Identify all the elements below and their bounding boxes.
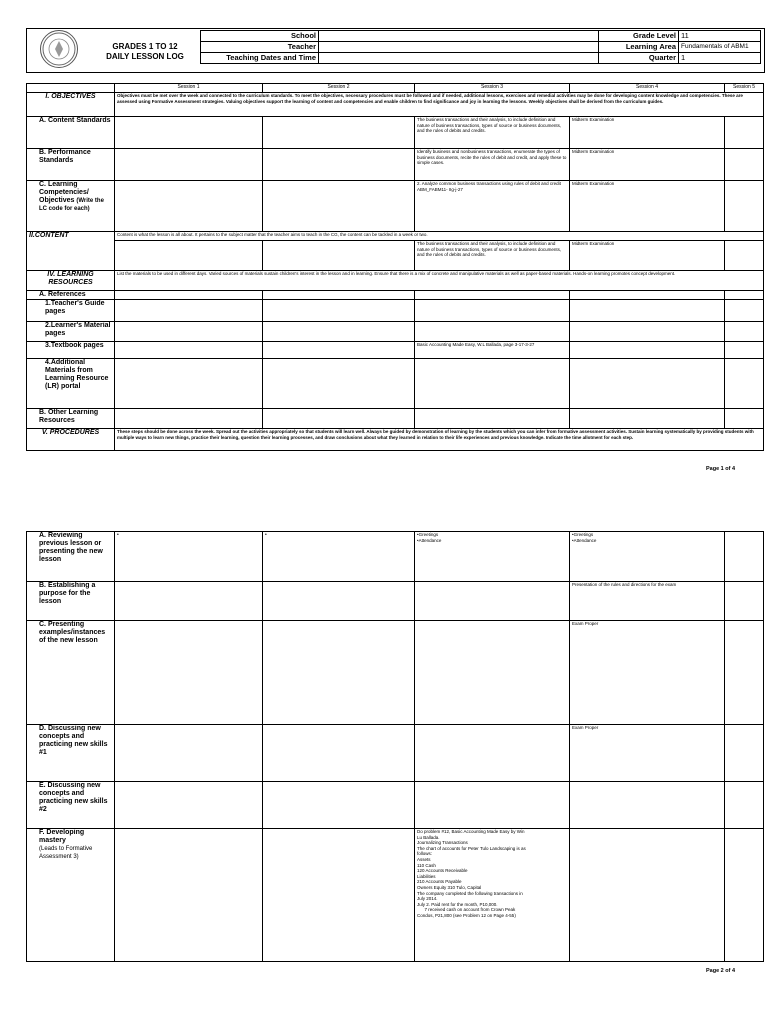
textbook-label: 3.Textbook pages: [27, 342, 115, 359]
reviewing-s4-attendance: •Attendance: [572, 537, 597, 543]
other-resources-s4[interactable]: [570, 409, 725, 429]
content-s3[interactable]: The business transactions and their analysis, to include definition and nature of business transactions, types of source or business documents, and the rules of debits and credits.: [415, 241, 570, 271]
mastery-s3-line: 210 Accounts Payable: [417, 879, 462, 885]
competencies-s5[interactable]: [725, 181, 764, 232]
purpose-label: B. Establishing a purpose for the lesson: [27, 582, 115, 621]
teachers-guide-s1[interactable]: [115, 300, 263, 322]
deped-seal-icon: [40, 30, 78, 68]
additional-materials-s1[interactable]: [115, 359, 263, 409]
performance-standards-label: B. Performance Standards: [27, 149, 115, 181]
performance-standards-s1[interactable]: [115, 149, 263, 181]
presenting-s4[interactable]: Exam Proper: [570, 621, 725, 725]
additional-materials-s5[interactable]: [725, 359, 764, 409]
discussing1-s3[interactable]: [415, 725, 570, 782]
school-label: School: [201, 31, 319, 42]
session-header-blank: [27, 84, 115, 93]
mastery-s3-line: 120 Accounts Receivable: [417, 868, 468, 874]
other-resources-label: B. Other Learning Resources: [27, 409, 115, 429]
other-resources-s2[interactable]: [263, 409, 415, 429]
teachers-guide-s2[interactable]: [263, 300, 415, 322]
learning-area-label: Learning Area: [599, 42, 679, 53]
references-s5[interactable]: [725, 291, 764, 300]
competencies-label-cell: [27, 181, 115, 232]
references-s1[interactable]: [115, 291, 263, 300]
header-left-fields: [200, 30, 761, 64]
content-s4[interactable]: Midterm Examination: [570, 241, 725, 271]
reviewing-s4-greetings: •Greetings: [572, 532, 594, 537]
references-s2[interactable]: [263, 291, 415, 300]
reviewing-label: A. Reviewing previous lesson or presenting the new lesson: [27, 532, 115, 582]
performance-standards-s2[interactable]: [263, 149, 415, 181]
mastery-label-cell: [27, 829, 115, 962]
textbook-s2[interactable]: [263, 342, 415, 359]
session-header-3: Session 3: [415, 84, 570, 93]
teachers-guide-s5[interactable]: [725, 300, 764, 322]
additional-materials-s4[interactable]: [570, 359, 725, 409]
mastery-s3-cell[interactable]: [415, 829, 570, 962]
content-standards-s4[interactable]: Midterm Examination: [570, 117, 725, 149]
learners-material-s1[interactable]: [115, 322, 263, 342]
lesson-log-table-page1: [26, 83, 764, 451]
grade-level-label: Grade Level: [599, 31, 679, 42]
additional-materials-s2[interactable]: [263, 359, 415, 409]
content-s5[interactable]: [725, 241, 764, 271]
presenting-s3[interactable]: [415, 621, 570, 725]
competencies-s3-code: ABM_FABM11- IIg-j-27: [417, 186, 463, 192]
textbook-s3[interactable]: Basic Accounting Made Easy, W.L Ballada, page 3-17-3-27: [415, 342, 570, 359]
mastery-s3-line: Do problem #12, Basic Accounting Made Easy by Win: [417, 829, 525, 834]
teacher-label: Teacher: [201, 42, 319, 53]
mastery-s3-line: The chart of accounts for Peter Tulo Landscaping is as: [417, 845, 526, 851]
page-number-2: Page 2 of 4: [706, 968, 736, 974]
resources-label: IV. LEARNING RESOURCES: [27, 271, 115, 291]
header-title-line2: DAILY LESSON LOG: [106, 52, 184, 61]
discussing1-s1[interactable]: [115, 725, 263, 782]
discussing2-s1[interactable]: [115, 782, 263, 829]
mastery-s3-line: The company completed the following transactions in: [417, 890, 523, 896]
purpose-s1[interactable]: [115, 582, 263, 621]
teachers-guide-label: 1.Teacher's Guide pages: [27, 300, 115, 322]
reviewing-s4-cell[interactable]: [570, 532, 725, 582]
teachers-guide-s4[interactable]: [570, 300, 725, 322]
dates-label: Teaching Dates and Time: [201, 53, 319, 64]
quarter-label: Quarter: [599, 53, 679, 64]
session-header-4: Session 4: [570, 84, 725, 93]
content-s1[interactable]: [115, 241, 263, 271]
objectives-label: I. OBJECTIVES: [27, 93, 115, 117]
mastery-s3-line: Lu Ballada.: [417, 834, 440, 840]
other-resources-s5[interactable]: [725, 409, 764, 429]
competencies-label: C. Learning Competencies/ Objectives: [39, 181, 89, 204]
content-standards-s2[interactable]: [263, 117, 415, 149]
other-resources-s1[interactable]: [115, 409, 263, 429]
learners-material-s5[interactable]: [725, 322, 764, 342]
performance-standards-s3[interactable]: Identify business and nonbusiness transactions, enumerate the types of business documents, recite the rules of debit and credit, and apply these to simple cases.: [415, 149, 570, 181]
mastery-s4[interactable]: [570, 829, 725, 962]
textbook-s4[interactable]: [570, 342, 725, 359]
presenting-s5[interactable]: [725, 621, 764, 725]
school-value[interactable]: [319, 31, 599, 42]
reviewing-s3-greetings: •Greetings: [417, 532, 439, 537]
competencies-label-note: (Write the LC code for each): [39, 198, 104, 212]
learners-material-label: 2.Learner's Material pages: [27, 322, 115, 342]
discussing1-s5[interactable]: [725, 725, 764, 782]
mastery-label-note: (Leads to Formative Assessment 3): [39, 846, 93, 860]
learning-area-value[interactable]: Fundamentals of ABM1: [679, 42, 761, 53]
header-title: [90, 42, 200, 62]
references-label: A. References: [27, 291, 115, 300]
quarter-value[interactable]: 1: [679, 53, 761, 64]
procedures-note: These steps should be done across the week. Spread out the activities appropriately so that students will learn well. Always be guided by demonstration of learning by the students which you can infer from formative assessment activities. Sustain learning systematically by providing students with multiple ways to learn new things, practice their learning, question their learning processes, and draw conclusions about what they learned in relation to their life experiences and previous knowledge. Indicate the time allotment for each step.: [115, 429, 764, 451]
mastery-s2[interactable]: [263, 829, 415, 962]
discussing1-s2[interactable]: [263, 725, 415, 782]
procedures-label: V. PROCEDURES: [27, 429, 115, 451]
session-header-1: Session 1: [115, 84, 263, 93]
session-header-2: Session 2: [263, 84, 415, 93]
mastery-s5[interactable]: [725, 829, 764, 962]
textbook-s1[interactable]: [115, 342, 263, 359]
mastery-s3-line: July 2014.: [417, 896, 438, 902]
textbook-s5[interactable]: [725, 342, 764, 359]
reviewing-s5[interactable]: [725, 532, 764, 582]
presenting-label: C. Presenting examples/instances of the new lesson: [27, 621, 115, 725]
additional-materials-label: 4.Additional Materials from Learning Resource (LR) portal: [27, 359, 115, 409]
discussing1-s4[interactable]: Exam Proper: [570, 725, 725, 782]
performance-standards-s5[interactable]: [725, 149, 764, 181]
dates-value[interactable]: [319, 53, 599, 64]
content-standards-s3[interactable]: The business transactions and their analysis, to include definition and nature of business transactions, types of source or business documents, and the rules of debits and credits.: [415, 117, 570, 149]
learners-material-s3[interactable]: [415, 322, 570, 342]
mastery-label: F. Developing mastery: [39, 829, 85, 844]
purpose-s2[interactable]: [263, 582, 415, 621]
discussing1-label: D. Discussing new concepts and practicing new skills #1: [27, 725, 115, 782]
reviewing-s3-cell[interactable]: [415, 532, 570, 582]
content-standards-s5[interactable]: [725, 117, 764, 149]
header-title-line1: GRADES 1 TO 12: [112, 42, 178, 51]
references-s4[interactable]: [570, 291, 725, 300]
mastery-s3-line: follows:: [417, 851, 433, 857]
presenting-s2[interactable]: [263, 621, 415, 725]
reviewing-s1[interactable]: •: [115, 532, 263, 582]
session-header-5: Session 5: [725, 84, 764, 93]
competencies-s3-cell[interactable]: [415, 181, 570, 232]
discussing2-s5[interactable]: [725, 782, 764, 829]
references-s3[interactable]: [415, 291, 570, 300]
purpose-s5[interactable]: [725, 582, 764, 621]
content-standards-s1[interactable]: [115, 117, 263, 149]
grade-level-value[interactable]: 11: [679, 31, 761, 42]
mastery-s3-line: Owners Equity 310 Tulo, Capital: [417, 884, 482, 890]
mastery-s3-line: Condos, P21,800 (see Problem 12 on Page 4-55): [417, 912, 516, 918]
resources-note: List the materials to be used in different days. Varied sources of materials sustain children's interest in the lesson and in learning. Ensure that there is a mix of concrete and manipulative materials as well as paper-based materials. Hands-on learning promotes concept development.: [115, 271, 764, 291]
mastery-s1[interactable]: [115, 829, 263, 962]
discussing2-s2[interactable]: [263, 782, 415, 829]
mastery-s3-line: Liabilities: [417, 873, 436, 879]
discussing2-s4[interactable]: [570, 782, 725, 829]
presenting-s1[interactable]: [115, 621, 263, 725]
teachers-guide-s3[interactable]: [415, 300, 570, 322]
purpose-s3[interactable]: [415, 582, 570, 621]
lesson-log-table-page2: [26, 531, 764, 962]
discussing2-label: E. Discussing new concepts and practicing new skills #2: [27, 782, 115, 829]
competencies-s3: 2. Analyze common business transactions using rules of debit and credit: [417, 181, 561, 186]
competencies-s4[interactable]: Midterm Examination: [570, 181, 725, 232]
mastery-s3-line: Journalizing Transactions: [417, 840, 468, 846]
mastery-s3-line: July 2. Paid rent for the month, P10,000.: [417, 901, 498, 907]
competencies-s2[interactable]: [263, 181, 415, 232]
reviewing-s2[interactable]: •: [263, 532, 415, 582]
content-label: II.CONTENT: [27, 232, 115, 271]
additional-materials-s3[interactable]: [415, 359, 570, 409]
competencies-s1[interactable]: [115, 181, 263, 232]
other-resources-s3[interactable]: [415, 409, 570, 429]
objectives-note: Objectives must be met over the week and connected to the curriculum standards. To meet the objectives, necessary procedures must be followed and if needed, additional lessons, exercises and remedial activities may be done for developing content knowledge and competencies. These are assessed using Formative Assessment strategies. Valuing objectives support the learning of content and competencies and enable children to find significance and joy in learning the lessons. Weekly objectives shall be derived from the curriculum guides.: [115, 93, 764, 117]
mastery-s3-line: Assets: [417, 856, 431, 862]
page-number-1: Page 1 of 4: [706, 466, 736, 472]
discussing2-s3[interactable]: [415, 782, 570, 829]
learners-material-s4[interactable]: [570, 322, 725, 342]
learners-material-s2[interactable]: [263, 322, 415, 342]
teacher-value[interactable]: [319, 42, 599, 53]
reviewing-s3-attendance: •Attendance: [417, 537, 442, 543]
mastery-s3-line: 7 received cash on account from Crown Peak: [417, 907, 516, 913]
purpose-s4[interactable]: Presentation of the rules and directions for the exam: [570, 582, 725, 621]
performance-standards-s4[interactable]: Midterm Examination: [570, 149, 725, 181]
content-s2[interactable]: [263, 241, 415, 271]
content-standards-label: A. Content Standards: [27, 117, 115, 149]
mastery-s3-line: 110 Cash: [417, 862, 436, 868]
content-note: Content is what the lesson is all about. It pertains to the subject matter that the teacher aims to teach in the CG, the content can be tackled in a week or two.: [115, 232, 764, 241]
